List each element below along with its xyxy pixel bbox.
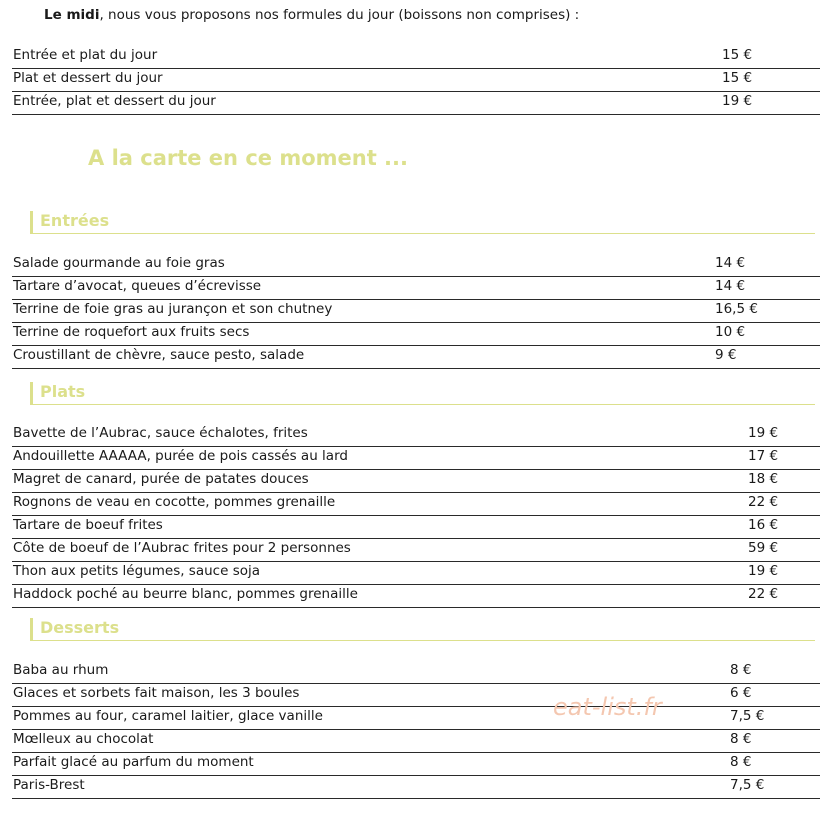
menu-row [12, 277, 820, 300]
dish-price: 9 € [715, 347, 737, 363]
watermark: eat-list.fr [553, 693, 662, 721]
dish-price: 15 € [722, 47, 753, 63]
menu-row [12, 730, 820, 753]
formules-table [12, 46, 820, 115]
menu-row [12, 424, 820, 447]
dish-price: 17 € [748, 448, 779, 464]
dish-name: Côte de boeuf de l’Aubrac frites pour 2 personnes [13, 540, 351, 556]
dish-price: 19 € [722, 93, 753, 109]
dish-price: 7,5 € [730, 777, 765, 793]
dish-name: Rognons de veau en cocotte, pommes grenaille [13, 494, 336, 510]
menu-row [12, 346, 820, 369]
dish-name: Terrine de foie gras au jurançon et son chutney [13, 301, 333, 317]
menu-row [12, 470, 820, 493]
dish-name: Salade gourmande au foie gras [13, 255, 225, 271]
desserts-table [12, 661, 820, 799]
menu-row [12, 585, 820, 608]
dish-price: 22 € [748, 494, 779, 510]
intro-rest: , nous vous proposons nos formules du jour (boissons non comprises) : [99, 7, 580, 23]
plats-table [12, 424, 820, 608]
menu-row [12, 323, 820, 346]
dish-name: Croustillant de chèvre, sauce pesto, salade [13, 347, 305, 363]
dish-price: 15 € [722, 70, 753, 86]
dish-price: 16 € [748, 517, 779, 533]
dish-name: Parfait glacé au parfum du moment [13, 754, 254, 770]
menu-row [12, 539, 820, 562]
carte-title: A la carte en ce moment ... [88, 146, 408, 170]
dish-price: 14 € [715, 278, 746, 294]
dish-price: 8 € [730, 662, 752, 678]
dish-name: Entrée et plat du jour [13, 47, 158, 63]
intro-bold: Le midi [44, 7, 100, 23]
dish-name: Plat et dessert du jour [13, 70, 163, 86]
dish-name: Pommes au four, caramel laitier, glace vanille [13, 708, 323, 724]
dish-price: 16,5 € [715, 301, 758, 317]
menu-row [12, 776, 820, 799]
menu-row [12, 46, 820, 69]
dish-name: Tartare de boeuf frites [13, 517, 163, 533]
dish-name: Baba au rhum [13, 662, 109, 678]
menu-row [12, 707, 820, 730]
menu-row [12, 562, 820, 585]
menu-row [12, 300, 820, 323]
menu-row [12, 447, 820, 470]
dish-name: Glaces et sorbets fait maison, les 3 boules [13, 685, 300, 701]
menu-row [12, 753, 820, 776]
section-header-entrees [30, 211, 815, 234]
menu-row [12, 516, 820, 539]
menu-row [12, 684, 820, 707]
dish-name: Bavette de l’Aubrac, sauce échalotes, frites [13, 425, 308, 441]
dish-price: 7,5 € [730, 708, 765, 724]
menu-row [12, 661, 820, 684]
dish-price: 22 € [748, 586, 779, 602]
dish-name: Mœlleux au chocolat [13, 731, 154, 747]
section-header-plats [30, 382, 815, 405]
section-header-desserts [30, 618, 815, 641]
dish-name: Haddock poché au beurre blanc, pommes grenaille [13, 586, 358, 602]
intro-text [44, 7, 579, 23]
dish-name: Tartare d’avocat, queues d’écrevisse [13, 278, 262, 294]
dish-name: Paris-Brest [13, 777, 85, 793]
dish-price: 6 € [730, 685, 752, 701]
menu-row [12, 69, 820, 92]
dish-name: Magret de canard, purée de patates douces [13, 471, 309, 487]
dish-price: 14 € [715, 255, 746, 271]
dish-name: Terrine de roquefort aux fruits secs [13, 324, 250, 340]
dish-price: 18 € [748, 471, 779, 487]
dish-price: 19 € [748, 563, 779, 579]
dish-name: Andouillette AAAAA, purée de pois cassés au lard [13, 448, 348, 464]
entrees-table [12, 254, 820, 369]
section-title-desserts: Desserts [40, 618, 120, 637]
menu-row [12, 92, 820, 115]
dish-name: Entrée, plat et dessert du jour [13, 93, 216, 109]
dish-price: 19 € [748, 425, 779, 441]
dish-price: 10 € [715, 324, 746, 340]
dish-price: 59 € [748, 540, 779, 556]
menu-row [12, 254, 820, 277]
menu-row [12, 493, 820, 516]
dish-price: 8 € [730, 754, 752, 770]
section-title-plats: Plats [40, 382, 86, 401]
dish-price: 8 € [730, 731, 752, 747]
dish-name: Thon aux petits légumes, sauce soja [13, 563, 261, 579]
section-title-entrees: Entrées [40, 211, 110, 230]
